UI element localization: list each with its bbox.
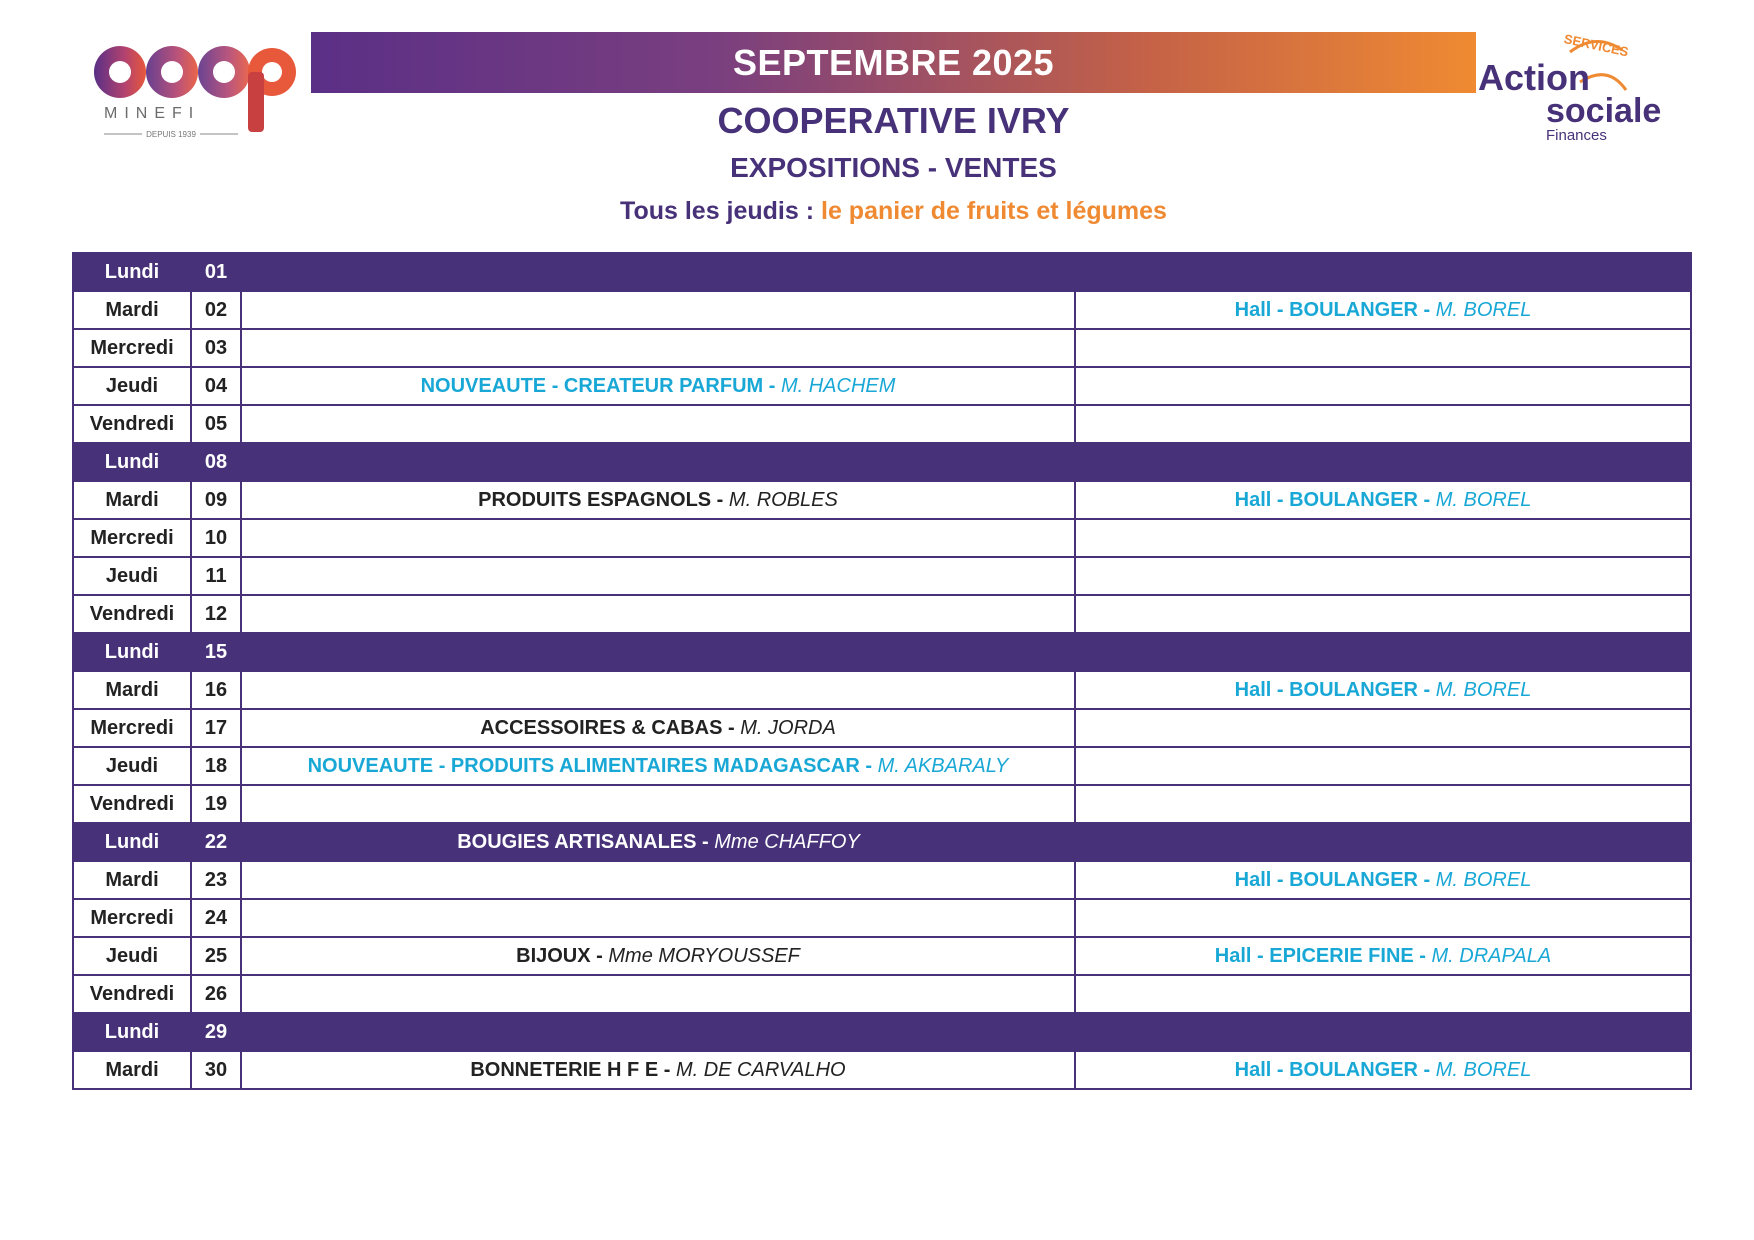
hall-cell: [1075, 557, 1691, 595]
hall-cell: [1075, 975, 1691, 1013]
day-cell: Vendredi: [73, 595, 191, 633]
event-name: Hall - BOULANGER -: [1234, 298, 1431, 321]
event-cell: [241, 861, 1075, 899]
hall-cell: [1075, 405, 1691, 443]
event-cell: [241, 671, 1075, 709]
hall-cell: [1075, 861, 1691, 899]
event-name: BOUGIES ARTISANALES -: [457, 830, 709, 853]
day-cell: Mardi: [73, 291, 191, 329]
event-name: Hall - BOULANGER -: [1234, 1058, 1431, 1081]
hall-cell: [1075, 291, 1691, 329]
hall-cell: [1075, 1051, 1691, 1089]
event-exhibitor: M. JORDA: [740, 716, 836, 739]
day-cell: Mardi: [73, 481, 191, 519]
month-banner: [311, 32, 1476, 93]
coop-logo-mark: [90, 36, 300, 146]
calendar-row: [73, 785, 1691, 823]
calendar-row: [73, 937, 1691, 975]
action-text: Action: [1478, 57, 1590, 98]
event-cell: [241, 633, 1075, 671]
event-name: NOUVEAUTE - PRODUITS ALIMENTAIRES MADAGASCAR -: [307, 754, 873, 777]
event-cell: [241, 937, 1075, 975]
hall-cell: [1075, 937, 1691, 975]
calendar-row: [73, 975, 1691, 1013]
thursday-prefix: Tous les jeudis :: [620, 197, 815, 225]
day-cell: Lundi: [73, 1013, 191, 1051]
event-name: Hall - EPICERIE FINE -: [1214, 944, 1426, 967]
calendar-row: [73, 291, 1691, 329]
action-sociale-logo: [1478, 30, 1696, 146]
calendar-row: [73, 1051, 1691, 1089]
calendar-row: [73, 481, 1691, 519]
page-title: COOPERATIVE IVRY: [717, 100, 1070, 141]
day-cell: Jeudi: [73, 937, 191, 975]
event-exhibitor: M. BOREL: [1435, 488, 1532, 511]
hall-cell: [1075, 367, 1691, 405]
day-cell: Vendredi: [73, 405, 191, 443]
event-name: BONNETERIE H F E -: [470, 1058, 671, 1081]
event-exhibitor: M. DE CARVALHO: [675, 1058, 846, 1081]
event-name: Hall - BOULANGER -: [1234, 488, 1431, 511]
sociale-text: sociale: [1546, 92, 1662, 130]
event-cell: [241, 443, 1075, 481]
day-cell: Mercredi: [73, 709, 191, 747]
day-cell: Mardi: [73, 1051, 191, 1089]
calendar-row: [73, 1013, 1691, 1051]
date-cell: 03: [191, 329, 241, 367]
event-exhibitor: M. BOREL: [1435, 298, 1532, 321]
page-subtitle: EXPOSITIONS - VENTES: [730, 152, 1057, 183]
date-cell: 05: [191, 405, 241, 443]
date-cell: 11: [191, 557, 241, 595]
day-cell: Mardi: [73, 671, 191, 709]
event-cell: [241, 405, 1075, 443]
calendar-row: [73, 709, 1691, 747]
hall-cell: [1075, 481, 1691, 519]
calendar-row: [73, 671, 1691, 709]
date-cell: 26: [191, 975, 241, 1013]
event-name: Hall - BOULANGER -: [1234, 678, 1431, 701]
event-cell: [241, 785, 1075, 823]
event-cell: [241, 1051, 1075, 1089]
event-exhibitor: M. HACHEM: [780, 374, 896, 397]
services-text: SERVICES: [1562, 31, 1630, 60]
date-cell: 30: [191, 1051, 241, 1089]
event-cell: [241, 291, 1075, 329]
date-cell: 19: [191, 785, 241, 823]
date-cell: 08: [191, 443, 241, 481]
day-cell: Jeudi: [73, 367, 191, 405]
calendar-table: [72, 252, 1692, 1090]
hall-cell: [1075, 747, 1691, 785]
calendar-row: [73, 747, 1691, 785]
hall-cell: [1075, 709, 1691, 747]
date-cell: 16: [191, 671, 241, 709]
event-cell: [241, 481, 1075, 519]
event-exhibitor: M. ROBLES: [728, 488, 838, 511]
event-cell: [241, 823, 1075, 861]
day-cell: Mercredi: [73, 329, 191, 367]
hall-cell: [1075, 823, 1691, 861]
event-cell: [241, 899, 1075, 937]
calendar-row: [73, 861, 1691, 899]
date-cell: 23: [191, 861, 241, 899]
hall-cell: [1075, 253, 1691, 291]
date-cell: 24: [191, 899, 241, 937]
date-cell: 18: [191, 747, 241, 785]
event-exhibitor: M. BOREL: [1435, 1058, 1532, 1081]
action-sociale-mark: [1478, 30, 1696, 146]
hall-cell: [1075, 633, 1691, 671]
event-cell: [241, 709, 1075, 747]
date-cell: 29: [191, 1013, 241, 1051]
month-title: SEPTEMBRE 2025: [732, 41, 1055, 83]
event-exhibitor: M. DRAPALA: [1431, 944, 1552, 967]
event-cell: [241, 519, 1075, 557]
event-name: Hall - BOULANGER -: [1234, 868, 1431, 891]
event-name: PRODUITS ESPAGNOLS -: [478, 488, 724, 511]
day-cell: Jeudi: [73, 747, 191, 785]
day-cell: Mercredi: [73, 899, 191, 937]
date-cell: 04: [191, 367, 241, 405]
since-text: DEPUIS 1939: [146, 130, 196, 139]
date-cell: 02: [191, 291, 241, 329]
event-name: NOUVEAUTE - CREATEUR PARFUM -: [420, 374, 776, 397]
day-cell: Mercredi: [73, 519, 191, 557]
date-cell: 17: [191, 709, 241, 747]
event-exhibitor: M. BOREL: [1435, 678, 1532, 701]
event-exhibitor: Mme CHAFFOY: [714, 830, 860, 853]
event-cell: [241, 329, 1075, 367]
calendar-row: [73, 823, 1691, 861]
date-cell: 09: [191, 481, 241, 519]
calendar-row: [73, 443, 1691, 481]
event-name: ACCESSOIRES & CABAS -: [480, 716, 735, 739]
hall-cell: [1075, 329, 1691, 367]
day-cell: Lundi: [73, 253, 191, 291]
calendar-row: [73, 367, 1691, 405]
calendar-row: [73, 253, 1691, 291]
day-cell: Vendredi: [73, 785, 191, 823]
day-cell: Jeudi: [73, 557, 191, 595]
calendar-row: [73, 557, 1691, 595]
thursday-note: [311, 197, 1476, 226]
event-cell: [241, 367, 1075, 405]
hall-cell: [1075, 1013, 1691, 1051]
event-cell: [241, 747, 1075, 785]
date-cell: 12: [191, 595, 241, 633]
coop-minefi-logo: [90, 36, 300, 146]
hall-cell: [1075, 899, 1691, 937]
date-cell: 10: [191, 519, 241, 557]
thursday-highlight: le panier de fruits et légumes: [821, 197, 1167, 225]
calendar-row: [73, 899, 1691, 937]
hall-cell: [1075, 595, 1691, 633]
day-cell: Lundi: [73, 443, 191, 481]
minefi-text: MINEFI: [104, 105, 201, 122]
event-name: BIJOUX -: [516, 944, 603, 967]
day-cell: Vendredi: [73, 975, 191, 1013]
date-cell: 25: [191, 937, 241, 975]
hall-cell: [1075, 671, 1691, 709]
date-cell: 15: [191, 633, 241, 671]
day-cell: Mardi: [73, 861, 191, 899]
event-exhibitor: M. AKBARALY: [877, 754, 1009, 777]
calendar-row: [73, 405, 1691, 443]
event-cell: [241, 253, 1075, 291]
day-cell: Lundi: [73, 633, 191, 671]
event-exhibitor: Mme MORYOUSSEF: [608, 944, 800, 967]
hall-cell: [1075, 785, 1691, 823]
event-cell: [241, 557, 1075, 595]
date-cell: 01: [191, 253, 241, 291]
date-cell: 22: [191, 823, 241, 861]
calendar-row: [73, 519, 1691, 557]
event-cell: [241, 1013, 1075, 1051]
day-cell: Lundi: [73, 823, 191, 861]
event-cell: [241, 595, 1075, 633]
calendar-row: [73, 633, 1691, 671]
calendar-row: [73, 595, 1691, 633]
calendar-row: [73, 329, 1691, 367]
hall-cell: [1075, 519, 1691, 557]
hall-cell: [1075, 443, 1691, 481]
finances-text: Finances: [1546, 127, 1607, 144]
event-cell: [241, 975, 1075, 1013]
event-exhibitor: M. BOREL: [1435, 868, 1532, 891]
